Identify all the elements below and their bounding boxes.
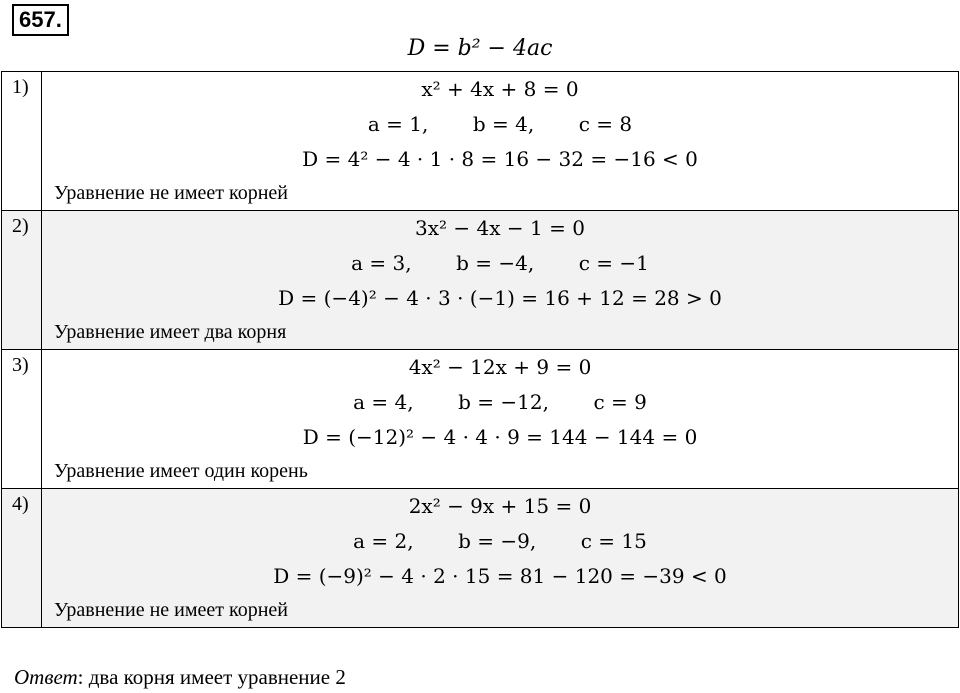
discriminant: D = (−12)² − 4 · 4 · 9 = 144 − 144 = 0 xyxy=(302,425,698,449)
answer xyxy=(14,665,346,690)
discriminant: D = (−4)² − 4 · 3 · (−1) = 16 + 12 = 28 > 0 xyxy=(278,286,722,310)
answer-label: Ответ xyxy=(14,665,78,689)
task-number: 657. xyxy=(12,4,69,36)
item-number: 3) xyxy=(2,350,42,489)
coefficients: a = 4, b = −12, c = 9 xyxy=(353,390,647,414)
item-body xyxy=(42,350,959,489)
coefficients: a = 1, b = 4, c = 8 xyxy=(367,112,633,136)
conclusion: Уравнение имеет один корень xyxy=(54,460,308,482)
equation: x² + 4x + 8 = 0 xyxy=(421,77,579,101)
discriminant-formula: D = b² − 4ac xyxy=(407,36,553,61)
equation: 2x² − 9x + 15 = 0 xyxy=(408,494,592,518)
table-row xyxy=(2,489,959,628)
conclusion: Уравнение не имеет корней xyxy=(54,599,289,621)
item-body xyxy=(42,72,959,211)
conclusion: Уравнение не имеет корней xyxy=(54,182,289,204)
discriminant: D = (−9)² − 4 · 2 · 15 = 81 − 120 = −39 < 0 xyxy=(273,564,727,588)
table-row xyxy=(2,350,959,489)
item-body xyxy=(42,489,959,628)
item-number: 1) xyxy=(2,72,42,211)
equation: 4x² − 12x + 9 = 0 xyxy=(408,355,592,379)
item-number: 2) xyxy=(2,211,42,350)
answer-text: : два корня имеет уравнение 2 xyxy=(77,665,346,689)
coefficients: a = 3, b = −4, c = −1 xyxy=(351,251,649,275)
equation: 3x² − 4x − 1 = 0 xyxy=(415,216,585,240)
item-number: 4) xyxy=(2,489,42,628)
discriminant: D = 4² − 4 · 1 · 8 = 16 − 32 = −16 < 0 xyxy=(302,147,698,171)
conclusion: Уравнение имеет два корня xyxy=(54,321,287,343)
item-body xyxy=(42,211,959,350)
coefficients: a = 2, b = −9, c = 15 xyxy=(353,529,647,553)
table-row xyxy=(2,211,959,350)
table-row xyxy=(2,72,959,211)
solutions-table xyxy=(1,71,959,628)
